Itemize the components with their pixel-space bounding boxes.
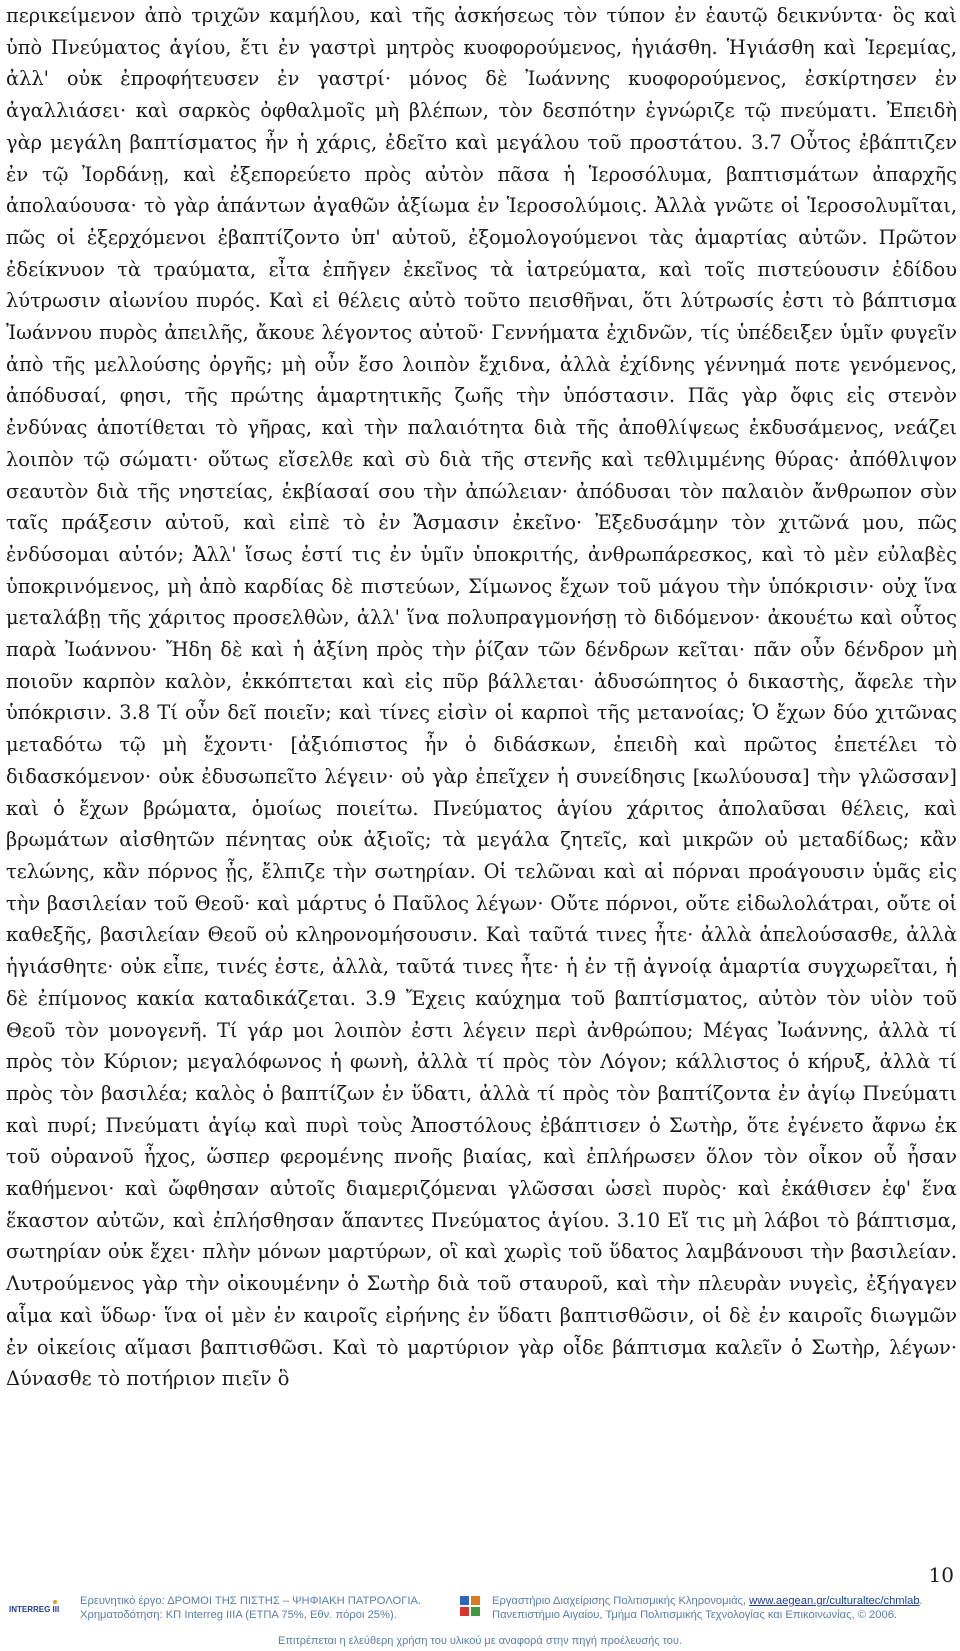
footer-university-line: Πανεπιστήμιο Αιγαίου, Τμήμα Πολιτισμικής Τεχνολογίας και Επικοινωνίας, © 2006. [492,1609,898,1621]
footer-funding-line: Χρηματοδότηση: ΚΠ Interreg IIIA (ΕΤΠΑ 75%, Εθν. πόροι 25%). [80,1609,397,1621]
lab-website-link[interactable]: www.aegean.gr/culturaltec/chmlab [749,1595,920,1607]
page-number: 10 [928,1563,954,1587]
footer [0,1590,960,1651]
lab-logo-icon [458,1592,484,1622]
footer-project-line: Ερευνητικό έργο: ΔΡΟΜΟΙ ΤΗΣ ΠΙΣΤΗΣ – ΨΗΦΙΑΚΗ ΠΑΤΡΟΛΟΓΙΑ. [80,1595,422,1607]
interreg-logo [8,1596,62,1620]
footer-usage-note: Επιτρέπεται η ελεύθερη χρήση του υλικού με αναφορά στην πηγή προέλευσής του. [278,1635,682,1647]
paragraph: περικείμενον ἀπὸ τριχῶν καμήλου, καὶ τῆς ἀσκήσεως τὸν τύπον ἐν ἑαυτῷ δεικνύντα· ὃς καὶ ὑπὸ Πνεύματος ἁγίου, ἔτι ἐν γαστρὶ μητρὸς κυοφορούμενος, ἡγιάσθη. Ἡγιάσθη καὶ Ἱερεμίας, ἀλλ' οὐκ ἐπροφήτευσεν ἐν γαστρί· μόνος δὲ Ἰωάννης κυοφορούμενος, ἐσκίρτησεν ἐν ἀγαλλιάσει· καὶ σαρκὸς ὀφθαλμοῖς μὴ βλέπων, τὸν δεσπότην ἐγνώριζε τῷ πνεύματι. Ἐπειδὴ γὰρ μεγάλη βαπτίσματος ἦν ἡ χάρις, ἐδεῖτο καὶ μεγάλου τοῦ προστάτου. 3.7 Οὗτος ἐβάπτιζεν ἐν τῷ Ἰορδάνῃ, καὶ ἐξεπορεύετο πρὸς αὐτὸν πᾶσα ἡ Ἱεροσόλυμα, βαπτισμάτων ἀπαρχῆς ἀπολαύουσα· τὸ γὰρ ἁπάντων ἀγαθῶν ἀξίωμα ἐν Ἱεροσολύμοις. Ἀλλὰ γνῶτε οἱ Ἱεροσολυμῖται, πῶς οἱ ἐξερχόμενοι ἐβαπτίζοντο ὑπ' αὐτοῦ, ἐξομολογούμενοι τὰς ἁμαρτίας αὐτῶν. Πρῶτον ἐδείκνυον τὰ τραύματα, εἶτα ἐπῆγεν ἐκεῖνος τὰ ἰατρεύματα, καὶ τοῖς πιστεύουσιν ἐδίδου λύτρωσιν αἰωνίου πυρός. Καὶ εἰ θέλεις αὐτὸ τοῦτο πεισθῆναι, ὅτι λύτρωσίς ἐστι τὸ βάπτισμα Ἰωάννου πυρὸς ἀπειλῆς, ἄκουε λέγοντος αὐτοῦ· Γεννήματα ἐχιδνῶν, τίς ὑπέδειξεν ὑμῖν φυγεῖν ἀπὸ τῆς μελλούσης ὀργῆς; μὴ οὖν ἔσο λοιπὸν ἔχιδνα, ἀλλὰ ἐχίδνης γέννημά ποτε γενόμενος, ἀπόδυσαί, φησι, τῆς πρώτης ἁμαρτητικῆς ζωῆς τὴν ὑπόστασιν. Πᾶς γὰρ ὄφις εἰς στενὸν ἐνδύνας ἀποτίθεται τὸ γῆρας, καὶ τὴν παλαιότητα διὰ τῆς ἀποθλίψεως ἐκδυσάμενος, νεάζει λοιπὸν τῷ σώματι· οὕτως εἴσελθε καὶ σὺ διὰ τῆς στενῆς καὶ τεθλιμμένης θύρας· ἀπόθλιψον σεαυτὸν διὰ τῆς νηστείας, ἐκβίασαί σου τὴν ἀπώλειαν· ἀπόδυσαι τὸν παλαιὸν ἄνθρωπον σὺν ταῖς πράξεσιν αὐτοῦ, καὶ εἰπὲ τὸ ἐν Ἄσμασιν ἐκεῖνο· Ἐξεδυσάμην τὸν χιτῶνά μου, πῶς ἐνδύσομαι αὐτόν; Ἀλλ' ἴσως ἐστί τις ἐν ὑμῖν ὑποκριτής, ἀνθρωπάρεσκος, καὶ τὸ μὲν εὐλαβὲς ὑποκρινόμενος, μὴ ἀπὸ καρδίας δὲ πιστεύων, Σίμωνος ἔχων τοῦ μάγου τὴν ὑπόκρισιν· οὐχ ἵνα μεταλάβῃ τῆς χάριτος προσελθὼν, ἀλλ' ἵνα πολυπραγμονήσῃ τὸ διδόμενον· ἀκουέτω καὶ οὗτος παρὰ Ἰωάννου· Ἤδη δὲ καὶ ἡ ἀξίνη πρὸς τὴν ῥίζαν τῶν δένδρων κεῖται· πᾶν οὖν δένδρον μὴ ποιοῦν καρπὸν καλὸν, ἐκκόπτεται καὶ εἰς πῦρ βάλλεται· ἀδυσώπητος ὁ δικαστὴς, ἄφελε τὴν ὑπόκρισιν. 3.8 Τί οὖν δεῖ ποιεῖν; καὶ τίνες εἰσὶν οἱ καρποὶ τῆς μετανοίας; Ὁ ἔχων δύο χιτῶνας μεταδότω τῷ μὴ ἔχοντι· [ἀξιόπιστος ἦν ὁ διδάσκων, ἐπειδὴ καὶ πρῶτος ἐπετέλει τὸ διδασκόμενον· οὐκ ἐδυσωπεῖτο λέγειν· οὐ γὰρ ἐπεῖχεν ἡ συνείδησις [κωλύουσα] τὴν γλῶσσαν] καὶ ὁ ἔχων βρώματα, ὁμοίως ποιείτω. Πνεύματος ἁγίου χάριτος ἀπολαῦσαι θέλεις, καὶ βρωμάτων αἰσθητῶν πένητας οὐκ ἀξιοῖς; τὰ μεγάλα ζητεῖς, καὶ μικρῶν οὐ μεταδίδως; κἂν τελώνης, κἂν πόρνος ᾖς, ἔλπιζε τὴν σωτηρίαν. Οἱ τελῶναι καὶ αἱ πόρναι προάγουσιν ὑμᾶς εἰς τὴν βασιλείαν τοῦ Θεοῦ· καὶ μάρτυς ὁ Παῦλος λέγων· Οὔτε πόρνοι, οὔτε εἰδωλολάτραι, οὔτε οἱ καθεξῆς, βασιλείαν Θεοῦ οὐ κληρονομήσουσιν. Καὶ ταῦτά τινες ἦτε· ἀλλὰ ἀπελούσασθε, ἀλλὰ ἡγιάσθητε· οὐκ εἶπε, τινές ἐστε, ἀλλὰ, ταῦτά τινες ἦτε· ἡ ἐν τῇ ἀγνοίᾳ ἁμαρτία συγχωρεῖται, ἡ δὲ ἐπίμονος κακία καταδικάζεται. 3.9 Ἔχεις καύχημα τοῦ βαπτίσματος, αὐτὸν τὸν υἱὸν τοῦ Θεοῦ τὸν μονογενῆ. Τί γάρ μοι λοιπὸν ἐστι λέγειν περὶ ἀνθρώπου; Μέγας Ἰωάννης, ἀλλὰ τί πρὸς τὸν Κύριον; μεγαλόφωνος ἡ φωνὴ, ἀλλὰ τί πρὸς τὸν Λόγον; κάλλιστος ὁ κήρυξ, ἀλλὰ τί πρὸς τὸν βασιλέα; καλὸς ὁ βαπτίζων ἐν ὕδατι, ἀλλὰ τί πρὸς τὸν βαπτίζοντα ἐν ἁγίῳ Πνεύματι καὶ πυρί; Πνεύματι ἁγίῳ καὶ πυρὶ τοὺς Ἀποστόλους ἐβάπτισεν ὁ Σωτὴρ, ὅτε ἐγένετο ἄφνω ἐκ τοῦ οὐρανοῦ ἦχος, ὥσπερ φερομένης πνοῆς βιαίας, καὶ ἐπλήρωσεν ὅλον τὸν οἶκον οὗ ἦσαν καθήμενοι· καὶ ὤφθησαν αὐτοῖς διαμεριζόμεναι γλῶσσαι ὡσεὶ πυρὸς· καὶ ἐκάθισεν ἐφ' ἕνα ἕκαστον αὐτῶν, καὶ ἐπλήσθησαν ἅπαντες Πνεύματος ἁγίου. 3.10 Εἴ τις μὴ λάβοι τὸ βάπτισμα, σωτηρίαν οὐκ ἔχει· πλὴν μόνων μαρτύρων, οἳ καὶ χωρὶς τοῦ ὕδατος λαμβάνουσι τὴν βασιλείαν. Λυτρούμενος γὰρ τὴν οἰκουμένην ὁ Σωτὴρ διὰ τοῦ σταυροῦ, καὶ τὴν πλευρὰν νυγεὶς, ἐξήγαγεν αἷμα καὶ ὕδωρ· ἵνα οἱ μὲν ἐν καιροῖς εἰρήνης ἐν ὕδατι βαπτισθῶσιν, οἱ δὲ ἐν καιροῖς διωγμῶν ἐν οἰκείοις αἵμασι βαπτισθῶσι. Καὶ τὸ μαρτύριον γὰρ οἶδε βάπτισμα καλεῖν ὁ Σωτὴρ, λέγων· Δύνασθε τὸ ποτήριον πιεῖν ὃ [6,4,957,1391]
interreg-logo-text: INTERREG III [9,1605,60,1614]
footer-lab-line [492,1594,923,1608]
footer-lab-line-end: . [919,1595,923,1607]
footer-lab-info [492,1594,923,1622]
footer-funding-info [80,1594,421,1622]
footer-lab-name: Εργαστήριο Διαχείρισης Πολιτισμικής Κληρονομιάς, [492,1595,750,1607]
body-text [6,0,957,1395]
